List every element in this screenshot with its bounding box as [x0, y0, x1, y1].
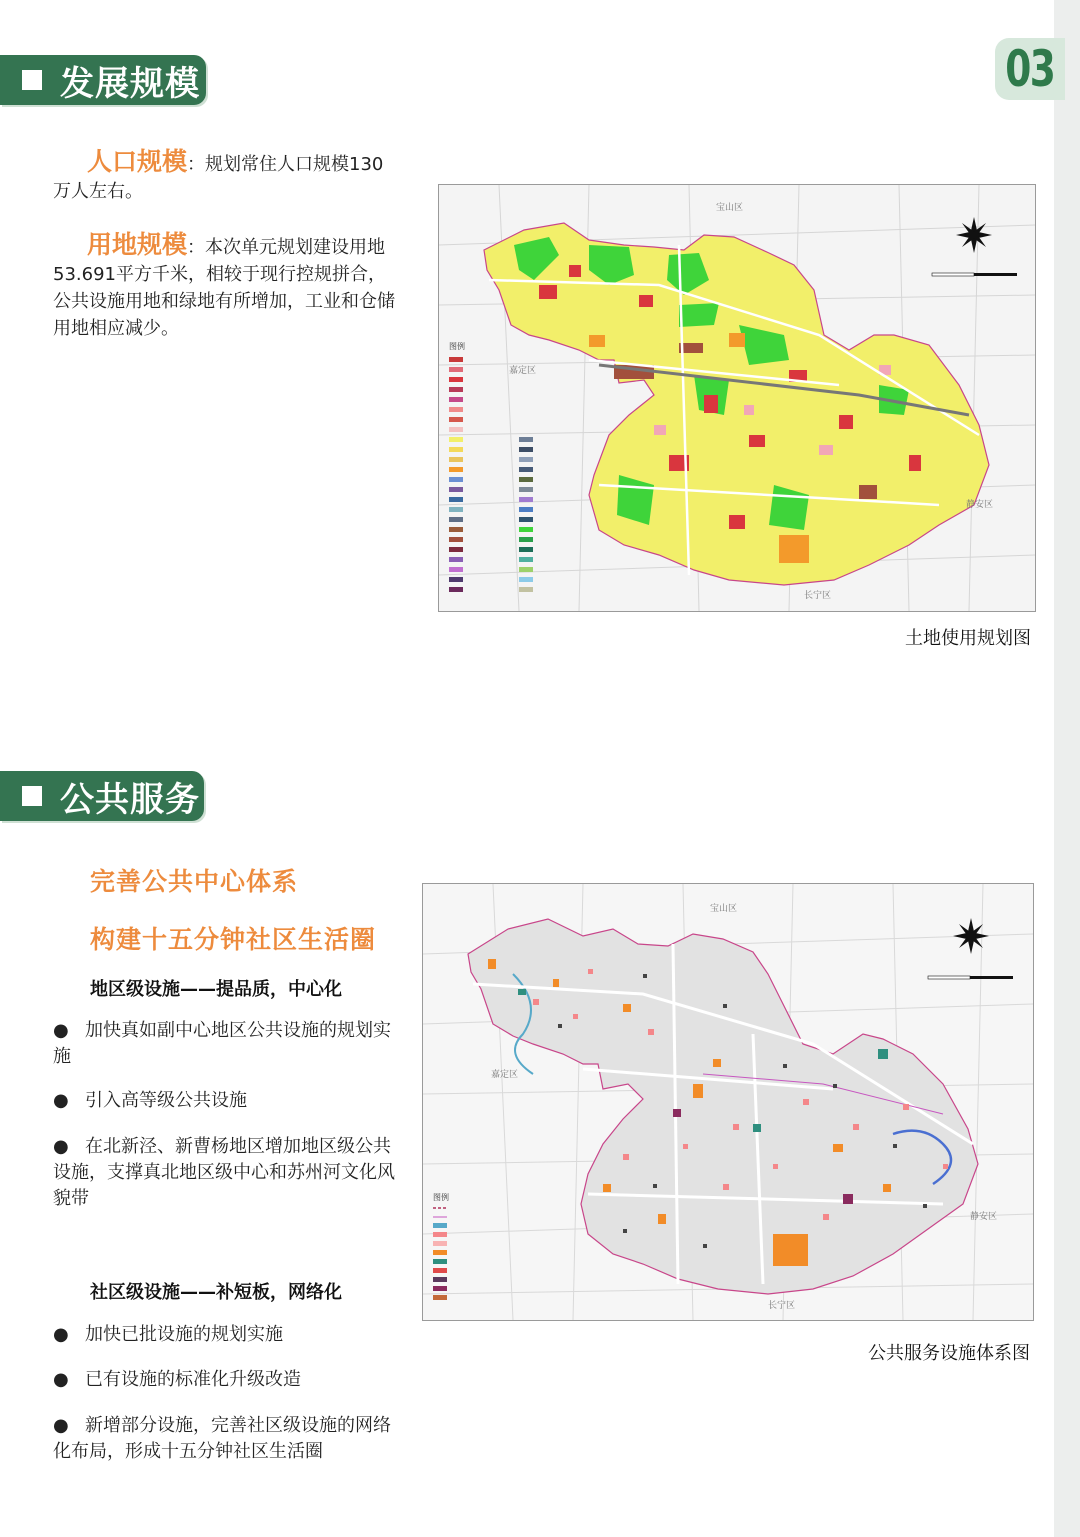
section-header-public-service — [0, 771, 204, 821]
district-label-jingan: 静安区 — [970, 1212, 998, 1222]
bullet-icon: ● — [53, 1020, 69, 1041]
community-facilities-heading: 社区级设施——补短板，网络化 — [90, 1282, 342, 1303]
headline-15min-circle: 构建十五分钟社区生活圈 — [90, 925, 377, 954]
bullet-icon: ● — [53, 1415, 69, 1436]
bullet-icon: ● — [53, 1324, 69, 1345]
bullet-icon: ● — [53, 1090, 69, 1111]
page-number-tab — [995, 38, 1065, 100]
land-label: 用地规模 — [87, 230, 188, 259]
land-use-map-graphic — [439, 185, 1035, 611]
district-label-changning: 长宁区 — [804, 591, 832, 601]
land-use-map — [438, 184, 1036, 612]
right-margin-strip — [1054, 0, 1080, 1537]
bullet-icon: ● — [53, 1136, 69, 1157]
public-service-map-graphic — [423, 884, 1033, 1320]
district-label-jiading: 嘉定区 — [491, 1070, 519, 1080]
population-label: 人口规模 — [87, 147, 188, 176]
svg-text:图例: 图例 — [433, 1193, 449, 1202]
district-label-baoshan: 宝山区 — [716, 203, 744, 213]
list-item: ● 加快已批设施的规划实施 — [53, 1322, 398, 1348]
list-item: ● 加快真如副中心地区公共设施的规划实施 — [53, 1020, 391, 1067]
square-icon — [22, 786, 42, 806]
section-title: 公共服务 — [60, 779, 200, 820]
page-number: 03 — [1005, 40, 1055, 98]
list-item: ● 新增部分设施，完善社区级设施的网络化布局，形成十五分钟社区生活圈 — [53, 1415, 391, 1462]
land-paragraph — [53, 231, 398, 342]
district-label-jingan: 静安区 — [966, 500, 994, 510]
svg-text:图例: 图例 — [449, 342, 465, 351]
bullet-icon: ● — [53, 1369, 69, 1390]
district-label-baoshan: 宝山区 — [710, 904, 738, 914]
section-header-scale — [0, 55, 206, 105]
scale-bar — [928, 976, 1013, 979]
public-service-map — [422, 883, 1034, 1321]
district-facilities-heading: 地区级设施——提品质，中心化 — [90, 979, 342, 1000]
land-text: ：本次单元规划建设用地53.691平方千米，相较于现行控规拼合，公共设施用地和绿地有所增加，工业和仓储用地相应减少。 — [53, 237, 395, 339]
square-icon — [22, 70, 42, 90]
population-paragraph — [53, 148, 398, 205]
list-item: ● 已有设施的标准化升级改造 — [53, 1367, 398, 1393]
scale-bar — [932, 273, 1017, 276]
headline-public-center: 完善公共中心体系 — [90, 867, 299, 896]
population-text: ：规划常住人口规模130万人左右。 — [53, 154, 384, 202]
list-item: ● 引入高等级公共设施 — [53, 1088, 398, 1114]
list-item: ● 在北新泾、新曹杨地区增加地区级公共设施，支撑真北地区级中心和苏州河文化风貌带 — [53, 1136, 395, 1209]
district-label-changning: 长宁区 — [768, 1301, 796, 1311]
map1-caption: 土地使用规划图 — [905, 628, 1031, 649]
section-title: 发展规模 — [60, 63, 200, 104]
district-label-jiading: 嘉定区 — [509, 366, 537, 376]
map2-caption: 公共服务设施体系图 — [868, 1343, 1030, 1364]
